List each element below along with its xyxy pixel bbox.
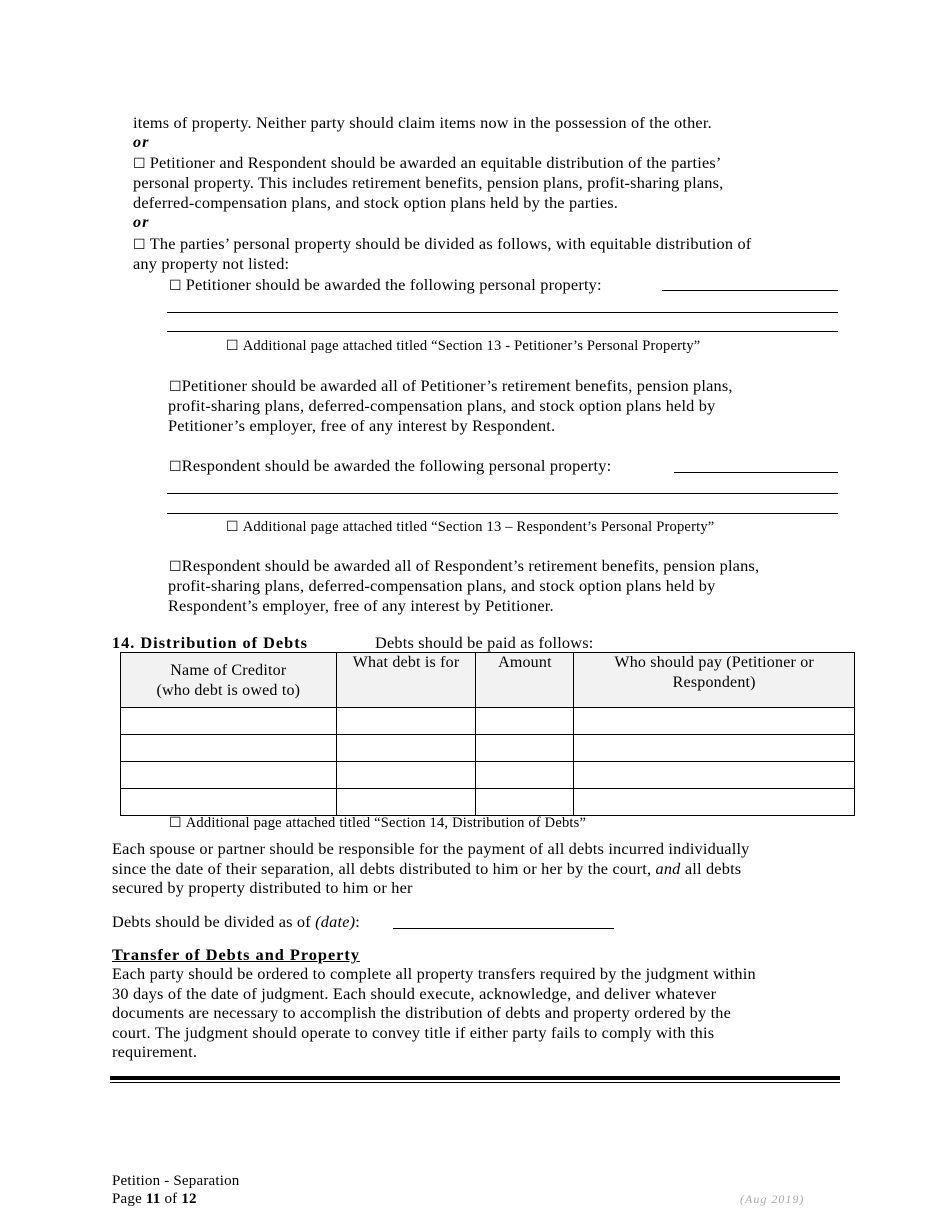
checkbox-icon[interactable]: ☐ bbox=[133, 156, 146, 172]
transfer-line: requirement. bbox=[112, 1042, 198, 1061]
debts-divided-date-label: Debts should be divided as of (date): bbox=[112, 912, 360, 931]
petitioner-retirement-option[interactable]: ☐Petitioner should be awarded all of Petitioner’s retirement benefits, pension plans, bbox=[169, 376, 733, 395]
respondent-property-field-line[interactable] bbox=[167, 493, 838, 494]
option-equitable-distribution[interactable]: ☐ Petitioner and Respondent should be awarded an equitable distribution of the parties’ bbox=[133, 153, 722, 172]
table-cell-input[interactable] bbox=[336, 735, 476, 762]
table-cell-input[interactable] bbox=[336, 789, 476, 816]
transfer-line: court. The judgment should operate to convey title if either party fails to comply with this bbox=[112, 1023, 715, 1042]
column-header-amount: Amount bbox=[476, 653, 574, 708]
table-header-row bbox=[121, 653, 855, 708]
petitioner-property-option[interactable]: ☐ Petitioner should be awarded the following personal property: bbox=[169, 275, 602, 294]
table-cell-input[interactable] bbox=[476, 708, 574, 735]
checkbox-icon[interactable]: ☐ bbox=[226, 519, 239, 535]
debts-additional-page-option[interactable]: ☐ Additional page attached titled “Section 14, Distribution of Debts” bbox=[169, 815, 587, 831]
column-header-debt-purpose: What debt is for bbox=[336, 653, 476, 708]
table-cell-input[interactable] bbox=[476, 762, 574, 789]
petitioner-property-field-line[interactable] bbox=[167, 312, 838, 313]
table-cell-input[interactable] bbox=[336, 708, 476, 735]
table-row bbox=[121, 735, 855, 762]
column-header-who-pays: Who should pay (Petitioner or Respondent) bbox=[574, 653, 855, 708]
table-cell-input[interactable] bbox=[574, 762, 855, 789]
or-separator: or bbox=[133, 132, 150, 151]
footer-revision-date: (Aug 2019) bbox=[740, 1192, 805, 1206]
checkbox-icon[interactable]: ☐ bbox=[169, 379, 182, 395]
responsibility-line: Each spouse or partner should be responsible for the payment of all debts incurred individually bbox=[112, 839, 750, 858]
section-divider-thin bbox=[110, 1082, 840, 1083]
or-separator: or bbox=[133, 212, 150, 231]
table-cell-input[interactable] bbox=[574, 735, 855, 762]
respondent-property-field-line[interactable] bbox=[167, 513, 838, 514]
column-header-creditor: Name of Creditor (who debt is owed to) bbox=[121, 653, 337, 708]
debts-divided-date-field[interactable] bbox=[393, 928, 614, 929]
table-cell-input[interactable] bbox=[121, 735, 337, 762]
debts-table bbox=[120, 652, 855, 816]
footer-page-number: Page 11 of 12 bbox=[112, 1191, 197, 1207]
checkbox-icon[interactable]: ☐ bbox=[226, 338, 239, 354]
table-cell-input[interactable] bbox=[121, 708, 337, 735]
petitioner-retirement-line: profit-sharing plans, deferred-compensation plans, and stock option plans held by bbox=[168, 396, 716, 415]
transfer-line: 30 days of the date of judgment. Each should execute, acknowledge, and deliver whatever bbox=[112, 984, 717, 1003]
option2-line: deferred-compensation plans, and stock option plans held by the parties. bbox=[133, 193, 619, 212]
respondent-retirement-option[interactable]: ☐Respondent should be awarded all of Respondent’s retirement benefits, pension plans, bbox=[169, 556, 760, 575]
transfer-line: documents are necessary to accomplish the distribution of debts and property ordered by the bbox=[112, 1003, 732, 1022]
respondent-retirement-line: Respondent’s employer, free of any interest by Petitioner. bbox=[168, 596, 554, 615]
intro-line: items of property. Neither party should claim items now in the possession of the other. bbox=[133, 113, 712, 132]
respondent-property-field[interactable] bbox=[674, 472, 838, 473]
table-cell-input[interactable] bbox=[476, 789, 574, 816]
footer-form-name: Petition - Separation bbox=[112, 1173, 240, 1189]
respondent-additional-page-option[interactable]: ☐ Additional page attached titled “Section 13 – Respondent’s Personal Property” bbox=[226, 519, 715, 535]
section-divider bbox=[110, 1076, 840, 1080]
table-cell-input[interactable] bbox=[574, 789, 855, 816]
table-cell-input[interactable] bbox=[121, 789, 337, 816]
table-cell-input[interactable] bbox=[574, 708, 855, 735]
option3-line: any property not listed: bbox=[133, 254, 290, 273]
table-row bbox=[121, 708, 855, 735]
respondent-retirement-line: profit-sharing plans, deferred-compensation plans, and stock option plans held by bbox=[168, 576, 716, 595]
table-row bbox=[121, 762, 855, 789]
checkbox-icon[interactable]: ☐ bbox=[169, 559, 182, 575]
checkbox-icon[interactable]: ☐ bbox=[169, 459, 182, 475]
transfer-line: Each party should be ordered to complete all property transfers required by the judgment within bbox=[112, 964, 756, 983]
checkbox-icon[interactable]: ☐ bbox=[169, 278, 182, 294]
table-cell-input[interactable] bbox=[336, 762, 476, 789]
section-14-heading: 14. Distribution of Debts bbox=[112, 633, 308, 652]
option-divide-as-follows[interactable]: ☐ The parties’ personal property should be divided as follows, with equitable distribution of bbox=[133, 234, 752, 253]
responsibility-line: since the date of their separation, all debts distributed to him or her by the court, and all debts bbox=[112, 859, 742, 878]
checkbox-icon[interactable]: ☐ bbox=[169, 815, 182, 831]
table-row bbox=[121, 789, 855, 816]
section-14-instruction: Debts should be paid as follows: bbox=[375, 633, 594, 652]
petitioner-property-field[interactable] bbox=[662, 290, 838, 291]
option2-line: personal property. This includes retirement benefits, pension plans, profit-sharing plans, bbox=[133, 173, 724, 192]
petitioner-additional-page-option[interactable]: ☐ Additional page attached titled “Section 13 - Petitioner’s Personal Property” bbox=[226, 338, 701, 354]
petitioner-retirement-line: Petitioner’s employer, free of any interest by Respondent. bbox=[168, 416, 556, 435]
table-cell-input[interactable] bbox=[476, 735, 574, 762]
checkbox-icon[interactable]: ☐ bbox=[133, 237, 146, 253]
petitioner-property-field-line[interactable] bbox=[167, 331, 838, 332]
table-cell-input[interactable] bbox=[121, 762, 337, 789]
respondent-property-option[interactable]: ☐Respondent should be awarded the following personal property: bbox=[169, 456, 612, 475]
responsibility-line: secured by property distributed to him or her bbox=[112, 878, 413, 897]
transfer-heading: Transfer of Debts and Property bbox=[112, 945, 360, 964]
